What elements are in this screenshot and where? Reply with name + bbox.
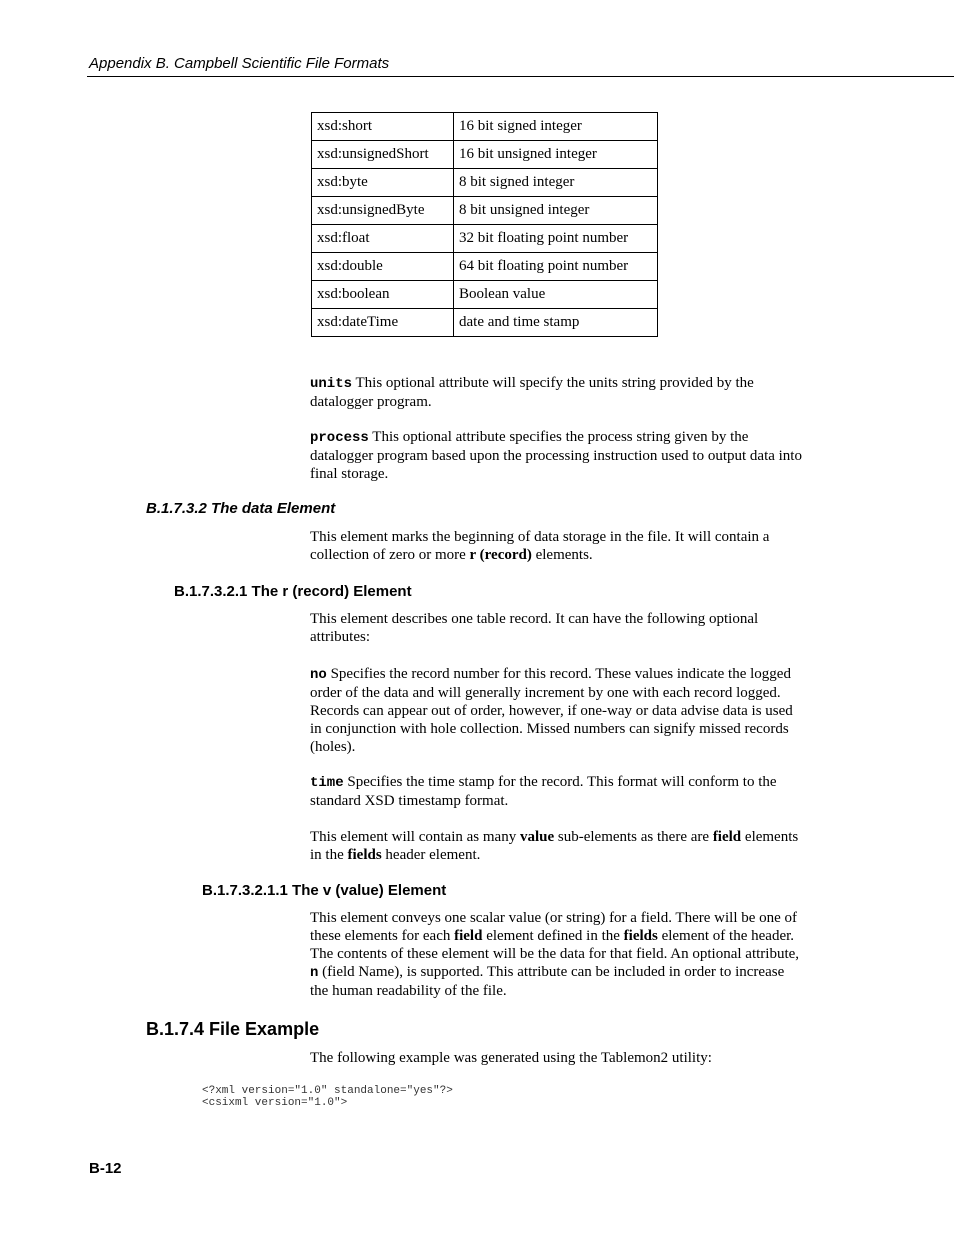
- contains-text-3: elements in the: [310, 829, 799, 863]
- xsd-type-cell: xsd:unsignedShort: [312, 141, 454, 169]
- contains-text-1: This element will contain as many: [310, 829, 520, 845]
- type-description-cell: 8 bit unsigned integer: [454, 197, 658, 225]
- time-keyword: time: [310, 775, 344, 791]
- no-description: Specifies the record number for this record. These values indicate the logged order of the data and will generally increment by one with each record logged. Records can appear out of order, however, if one-way or data advise data is used in conjunction with hole collection. Missed numbers can signify missed records (holes).: [310, 666, 793, 755]
- data-element-paragraph: [310, 528, 805, 564]
- process-description: This optional attribute specifies the process string given by the datalogger program based upon the processing instruction used to output data into final storage.: [310, 429, 802, 482]
- xsd-type-cell: xsd:short: [312, 113, 454, 141]
- code-line: <csixml version="1.0">: [202, 1097, 348, 1109]
- xsd-type-cell: xsd:boolean: [312, 281, 454, 309]
- xsd-type-cell: xsd:unsignedByte: [312, 197, 454, 225]
- type-description-cell: 32 bit floating point number: [454, 225, 658, 253]
- no-keyword: no: [310, 667, 327, 683]
- table-row: [312, 169, 658, 197]
- record-term: r (record): [469, 547, 532, 563]
- no-attribute-paragraph: [310, 665, 805, 756]
- process-keyword: process: [310, 430, 369, 446]
- data-element-text: This element marks the beginning of data storage in the file. It will contain a collection of zero or more: [310, 529, 770, 563]
- type-description-cell: 8 bit signed integer: [454, 169, 658, 197]
- units-description: This optional attribute will specify the units string provided by the datalogger program.: [310, 375, 754, 410]
- type-description-cell: 16 bit signed integer: [454, 113, 658, 141]
- header-rule: [87, 76, 954, 77]
- contains-text-4: header element.: [381, 847, 481, 863]
- time-attribute-paragraph: [310, 773, 805, 810]
- table-row: [312, 113, 658, 141]
- value-text-4: (field Name), is supported. This attribute can be included in order to increase the human readability of the file.: [310, 964, 785, 999]
- xsd-type-cell: xsd:dateTime: [312, 309, 454, 337]
- table-row: [312, 281, 658, 309]
- code-line: <?xml version="1.0" standalone="yes"?>: [202, 1085, 453, 1097]
- record-contains-paragraph: [310, 828, 805, 864]
- units-keyword: units: [310, 376, 353, 392]
- running-header: Appendix B. Campbell Scientific File Formats: [89, 55, 390, 72]
- units-attribute-paragraph: [310, 374, 805, 411]
- value-element-paragraph: [310, 909, 805, 1000]
- xml-code-sample: [202, 1085, 453, 1109]
- xsd-type-cell: xsd:double: [312, 253, 454, 281]
- type-description-cell: 16 bit unsigned integer: [454, 141, 658, 169]
- xsd-types-table: [311, 112, 658, 337]
- page-number: B-12: [89, 1160, 122, 1177]
- table-row: [312, 253, 658, 281]
- table-row: [312, 141, 658, 169]
- contains-text-2: sub-elements as there are: [554, 829, 713, 845]
- value-text-1: This element conveys one scalar value (or string) for a field. There will be one of these elements for each: [310, 910, 798, 944]
- file-example-heading: B.1.7.4 File Example: [146, 1019, 320, 1039]
- record-element-heading: B.1.7.3.2.1 The r (record) Element: [174, 583, 412, 600]
- fields-term: fields: [623, 928, 658, 944]
- record-intro-paragraph: This element describes one table record. It can have the following optional attributes:: [310, 611, 759, 645]
- field-term: field: [712, 829, 742, 845]
- xsd-type-cell: xsd:float: [312, 225, 454, 253]
- fields-term: fields: [347, 847, 382, 863]
- table-row: [312, 309, 658, 337]
- field-term: field: [454, 928, 483, 944]
- value-element-heading: B.1.7.3.2.1.1 The v (value) Element: [202, 882, 447, 899]
- data-element-text-end: elements.: [531, 547, 593, 563]
- data-element-heading: B.1.7.3.2 The data Element: [146, 500, 336, 517]
- value-text-3: element of the header. The contents of these element will be the data for that field. An optional attribute,: [310, 928, 800, 962]
- type-description-cell: date and time stamp: [454, 309, 658, 337]
- type-description-cell: Boolean value: [454, 281, 658, 309]
- process-attribute-paragraph: [310, 428, 805, 483]
- file-example-intro: The following example was generated using the Tablemon2 utility:: [310, 1050, 712, 1066]
- value-text-2: element defined in the: [482, 928, 624, 944]
- type-description-cell: 64 bit floating point number: [454, 253, 658, 281]
- table-row: [312, 197, 658, 225]
- n-attribute-keyword: n: [310, 965, 319, 981]
- value-term: value: [519, 829, 555, 845]
- xsd-type-cell: xsd:byte: [312, 169, 454, 197]
- table-row: [312, 225, 658, 253]
- time-description: Specifies the time stamp for the record. This format will conform to the standard XSD timestamp format.: [310, 774, 777, 809]
